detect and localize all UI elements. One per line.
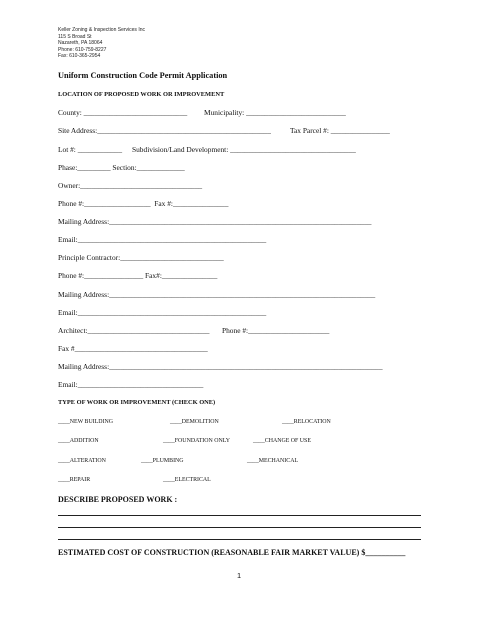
company-name: Keller Zoning & Inspection Services Inc xyxy=(58,27,145,33)
phase-section-field[interactable]: Phase:_________ Section:_____________ xyxy=(58,163,185,172)
company-phone: Phone: 610-759-8227 xyxy=(58,46,107,53)
option-change-of-use[interactable]: ____CHANGE OF USE xyxy=(253,438,311,444)
company-city: Nazareth, PA 18064 xyxy=(58,40,103,46)
contractor-email-field[interactable]: Email:___________________________________________________ xyxy=(58,308,267,317)
architect-fax-field[interactable]: Fax #____________________________________ xyxy=(58,344,208,353)
subdivision-field[interactable]: Subdivision/Land Development: __________________________________ xyxy=(132,145,356,154)
option-alteration[interactable]: ____ALTERATION xyxy=(58,458,106,464)
option-foundation-only[interactable]: ____FOUNDATION ONLY xyxy=(163,438,230,444)
page-number: 1 xyxy=(237,571,242,580)
tax-parcel-field[interactable]: Tax Parcel #: ________________ xyxy=(290,126,390,135)
type-of-work-heading: TYPE OF WORK OR IMPROVEMENT (CHECK ONE) xyxy=(58,399,216,406)
architect-field[interactable]: Architect:_________________________________ xyxy=(58,326,210,335)
describe-work-line-2[interactable] xyxy=(58,527,421,528)
owner-phone-fax-field[interactable]: Phone #:__________________ Fax #:_______________ xyxy=(58,199,229,208)
option-mechanical[interactable]: ____MECHANICAL xyxy=(247,458,299,464)
municipality-field[interactable]: Municipality: ___________________________ xyxy=(204,108,346,117)
option-new-building[interactable]: ____NEW BUILDING xyxy=(58,419,114,425)
page-title: Uniform Construction Code Permit Application xyxy=(58,71,228,80)
company-street: 115 S Broad St xyxy=(58,33,92,40)
estimated-cost-field[interactable]: ESTIMATED COST OF CONSTRUCTION (REASONABLE FAIR MARKET VALUE) $__________ xyxy=(58,548,406,557)
location-heading: LOCATION OF PROPOSED WORK OR IMPROVEMENT xyxy=(58,91,225,98)
architect-phone-field[interactable]: Phone #:______________________ xyxy=(222,326,330,335)
architect-email-field[interactable]: Email:__________________________________ xyxy=(58,380,204,389)
company-fax: Fax: 610-365-2954 xyxy=(58,53,101,59)
option-plumbing[interactable]: ____PLUMBING xyxy=(141,458,184,464)
architect-mailing-address-field[interactable]: Mailing Address:__________________________________________________________________________ xyxy=(58,362,383,371)
option-demolition[interactable]: ____DEMOLITION xyxy=(170,419,219,425)
contractor-mailing-address-field[interactable]: Mailing Address:________________________________________________________________________ xyxy=(58,290,376,299)
owner-field[interactable]: Owner:_________________________________ xyxy=(58,181,203,190)
county-field[interactable]: County: ____________________________ xyxy=(58,108,188,117)
site-address-field[interactable]: Site Address:_______________________________________________ xyxy=(58,126,271,135)
owner-email-field[interactable]: Email:___________________________________________________ xyxy=(58,235,267,244)
owner-mailing-address-field[interactable]: Mailing Address:_______________________________________________________________________ xyxy=(58,217,372,226)
option-relocation[interactable]: ____RELOCATION xyxy=(282,419,331,425)
describe-work-line-3[interactable] xyxy=(58,539,421,540)
lot-field[interactable]: Lot #: ____________ xyxy=(58,145,123,154)
contractor-phone-fax-field[interactable]: Phone #:________________ Fax#:_______________ xyxy=(58,271,218,280)
option-addition[interactable]: ____ADDITION xyxy=(58,438,99,444)
describe-work-heading: DESCRIBE PROPOSED WORK : xyxy=(58,495,178,504)
describe-work-line-1[interactable] xyxy=(58,515,421,516)
principal-contractor-field[interactable]: Principle Contractor:____________________________ xyxy=(58,253,224,262)
option-electrical[interactable]: ____ELECTRICAL xyxy=(163,477,211,483)
option-repair[interactable]: ____REPAIR xyxy=(58,477,91,483)
